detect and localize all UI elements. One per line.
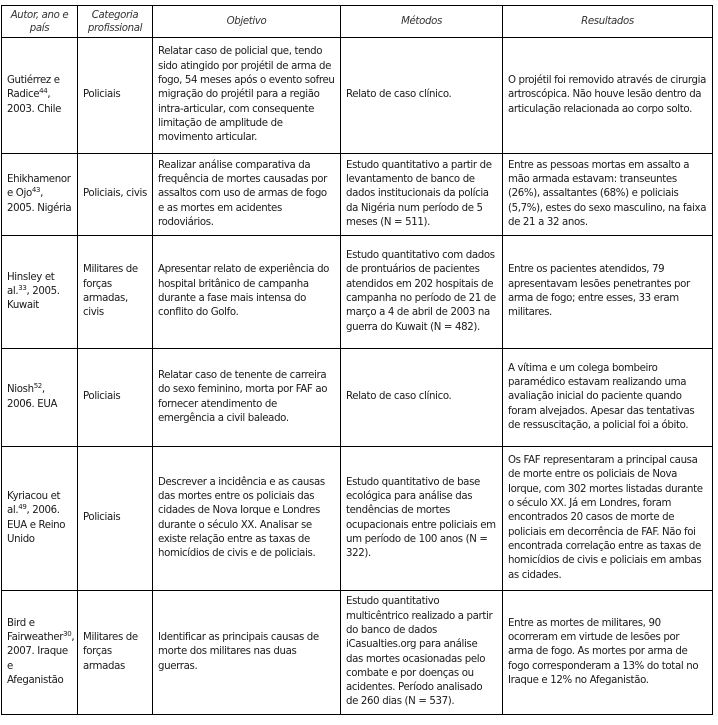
- table-row: [2, 591, 713, 715]
- cell-objective: Apresentar relato de experiência do hospital britânico de campanha durante a fase mais intensa do conflito do Golfo.: [153, 236, 341, 349]
- cell-methods: Relato de caso clínico.: [341, 38, 503, 154]
- reference-number: 30: [63, 630, 72, 639]
- cell-category: Militares de forças armadas, civis: [78, 236, 153, 349]
- author-name: Ehikhamenor e Ojo: [7, 174, 71, 200]
- reference-number: 44: [39, 87, 48, 96]
- cell-results: O projétil foi removido através de cirurgia artroscópica. Não houve lesão dentro da articulação relacionada ao corpo solto.: [503, 38, 713, 154]
- reference-number: 52: [33, 382, 42, 391]
- cell-results: Entre as mortes de militares, 90 ocorreram em virtude de lesões por arma de fogo. As mortes por arma de fogo corresponderam a 13% do total no Iraque e 12% no Afeganistão.: [503, 591, 713, 715]
- header-results: Resultados: [503, 6, 713, 38]
- author-year-country: , 2006. EUA: [7, 384, 58, 410]
- cell-author: [2, 447, 78, 591]
- cell-author: [2, 38, 78, 154]
- author-year-country: , 2005. Nigéria: [7, 188, 72, 214]
- cell-results: Os FAF representaram a principal causa de morte entre os policiais de Nova Iorque, com 302 mortes listadas durante o século XX. Já em Londres, foram encontrados 20 casos de morte de policiais em decorrência de FAF. Não foi encontrada correlação entre as taxas de homicídios de civis e policiais em ambas as cidades.: [503, 447, 713, 591]
- cell-methods: Estudo quantitativo a partir de levantamento de banco de dados institucionais da polícia da Nigéria num período de 5 meses (N = 511).: [341, 154, 503, 236]
- header-category: Categoria profissional: [78, 6, 153, 38]
- table-header-row: [2, 6, 713, 38]
- cell-objective: Realizar análise comparativa da frequência de mortes causadas por assaltos com uso de armas de fogo e as mortes em acidentes rodoviários.: [153, 154, 341, 236]
- cell-methods: Relato de caso clínico.: [341, 349, 503, 447]
- table-row: [2, 349, 713, 447]
- cell-author: [2, 349, 78, 447]
- cell-objective: Relatar caso de tenente de carreira do sexo feminino, morta por FAF ao fornecer atendimento de emergência a civil baleado.: [153, 349, 341, 447]
- table-row: [2, 447, 713, 591]
- cell-methods: Estudo quantitativo de base ecológica para análise das tendências de mortes ocupacionais entre policiais em um período de 100 anos (N = 322).: [341, 447, 503, 591]
- reference-number: 49: [18, 503, 27, 512]
- table-row: [2, 154, 713, 236]
- author-name: Bird e Fairweather: [7, 617, 64, 644]
- author-year-country: , 2006. EUA e Reino Unido: [7, 505, 66, 545]
- cell-results: Entre as pessoas mortas em assalto a mão armada estavam: transeuntes (26%), assaltantes (68%) e policiais (5,7%), estes do sexo masculino, na faixa de 21 a 32 anos.: [503, 154, 713, 236]
- header-objective: Objetivo: [153, 6, 341, 38]
- reference-number: 43: [31, 186, 41, 195]
- table-row: [2, 38, 713, 154]
- cell-category: Policiais: [78, 447, 153, 591]
- author-name: Kyriacou et al.: [7, 490, 61, 517]
- author-name: Gutiérrez e Radice: [7, 75, 60, 101]
- cell-results: Entre os pacientes atendidos, 79 apresentavam lesões penetrantes por arma de fogo; entre esses, 33 eram militares.: [503, 236, 713, 349]
- cell-category: Militares de forças armadas: [78, 591, 153, 715]
- cell-author: [2, 236, 78, 349]
- studies-table: [1, 5, 713, 715]
- cell-methods: Estudo quantitativo multicêntrico realizado a partir do banco de dados iCasualties.org para análise das mortes ocasionadas pelo combate e por doenças ou acidentes. Período analisado de 260 dias (N = 537).: [341, 591, 503, 715]
- cell-category: Policiais: [78, 349, 153, 447]
- cell-methods: Estudo quantitativo com dados de prontuários de pacientes atendidos em 202 hospitais de campanha no período de 21 de março a 4 de abril de 2003 na guerra do Kuwait (N = 482).: [341, 236, 503, 349]
- header-author: Autor, ano e país: [2, 6, 78, 38]
- reference-number: 33: [18, 283, 27, 292]
- header-methods: Métodos: [341, 6, 503, 38]
- author-name: Hinsley et al.: [7, 271, 55, 297]
- cell-category: Policiais, civis: [78, 154, 153, 236]
- author-name: Niosh: [7, 384, 34, 396]
- author-year-country: , 2005. Kuwait: [7, 285, 60, 312]
- cell-objective: Identificar as principais causas de morte dos militares nas duas guerras.: [153, 591, 341, 715]
- cell-author: [2, 591, 78, 715]
- author-year-country: , 2003. Chile: [7, 89, 62, 115]
- cell-author: [2, 154, 78, 236]
- table-row: [2, 236, 713, 349]
- cell-results: A vítima e um colega bombeiro paramédico estavam realizando uma avaliação inicial do paciente quando foram alvejados. Apesar das tentativas de ressuscitação, a policial foi a óbito.: [503, 349, 713, 447]
- cell-category: Policiais: [78, 38, 153, 154]
- author-year-country: , 2007. Iraque e Afeganistão: [7, 632, 75, 686]
- cell-objective: Relatar caso de policial que, tendo sido atingido por projétil de arma de fogo, 54 meses após o evento sofreu migração do projétil para a região intra-articular, com consequente limitação de amplitude de movimento articular.: [153, 38, 341, 154]
- cell-objective: Descrever a incidência e as causas das mortes entre os policiais das cidades de Nova Iorque e Londres durante o século XX. Analisar se existe relação entre as taxas de homicídios de civis e de policiais.: [153, 447, 341, 591]
